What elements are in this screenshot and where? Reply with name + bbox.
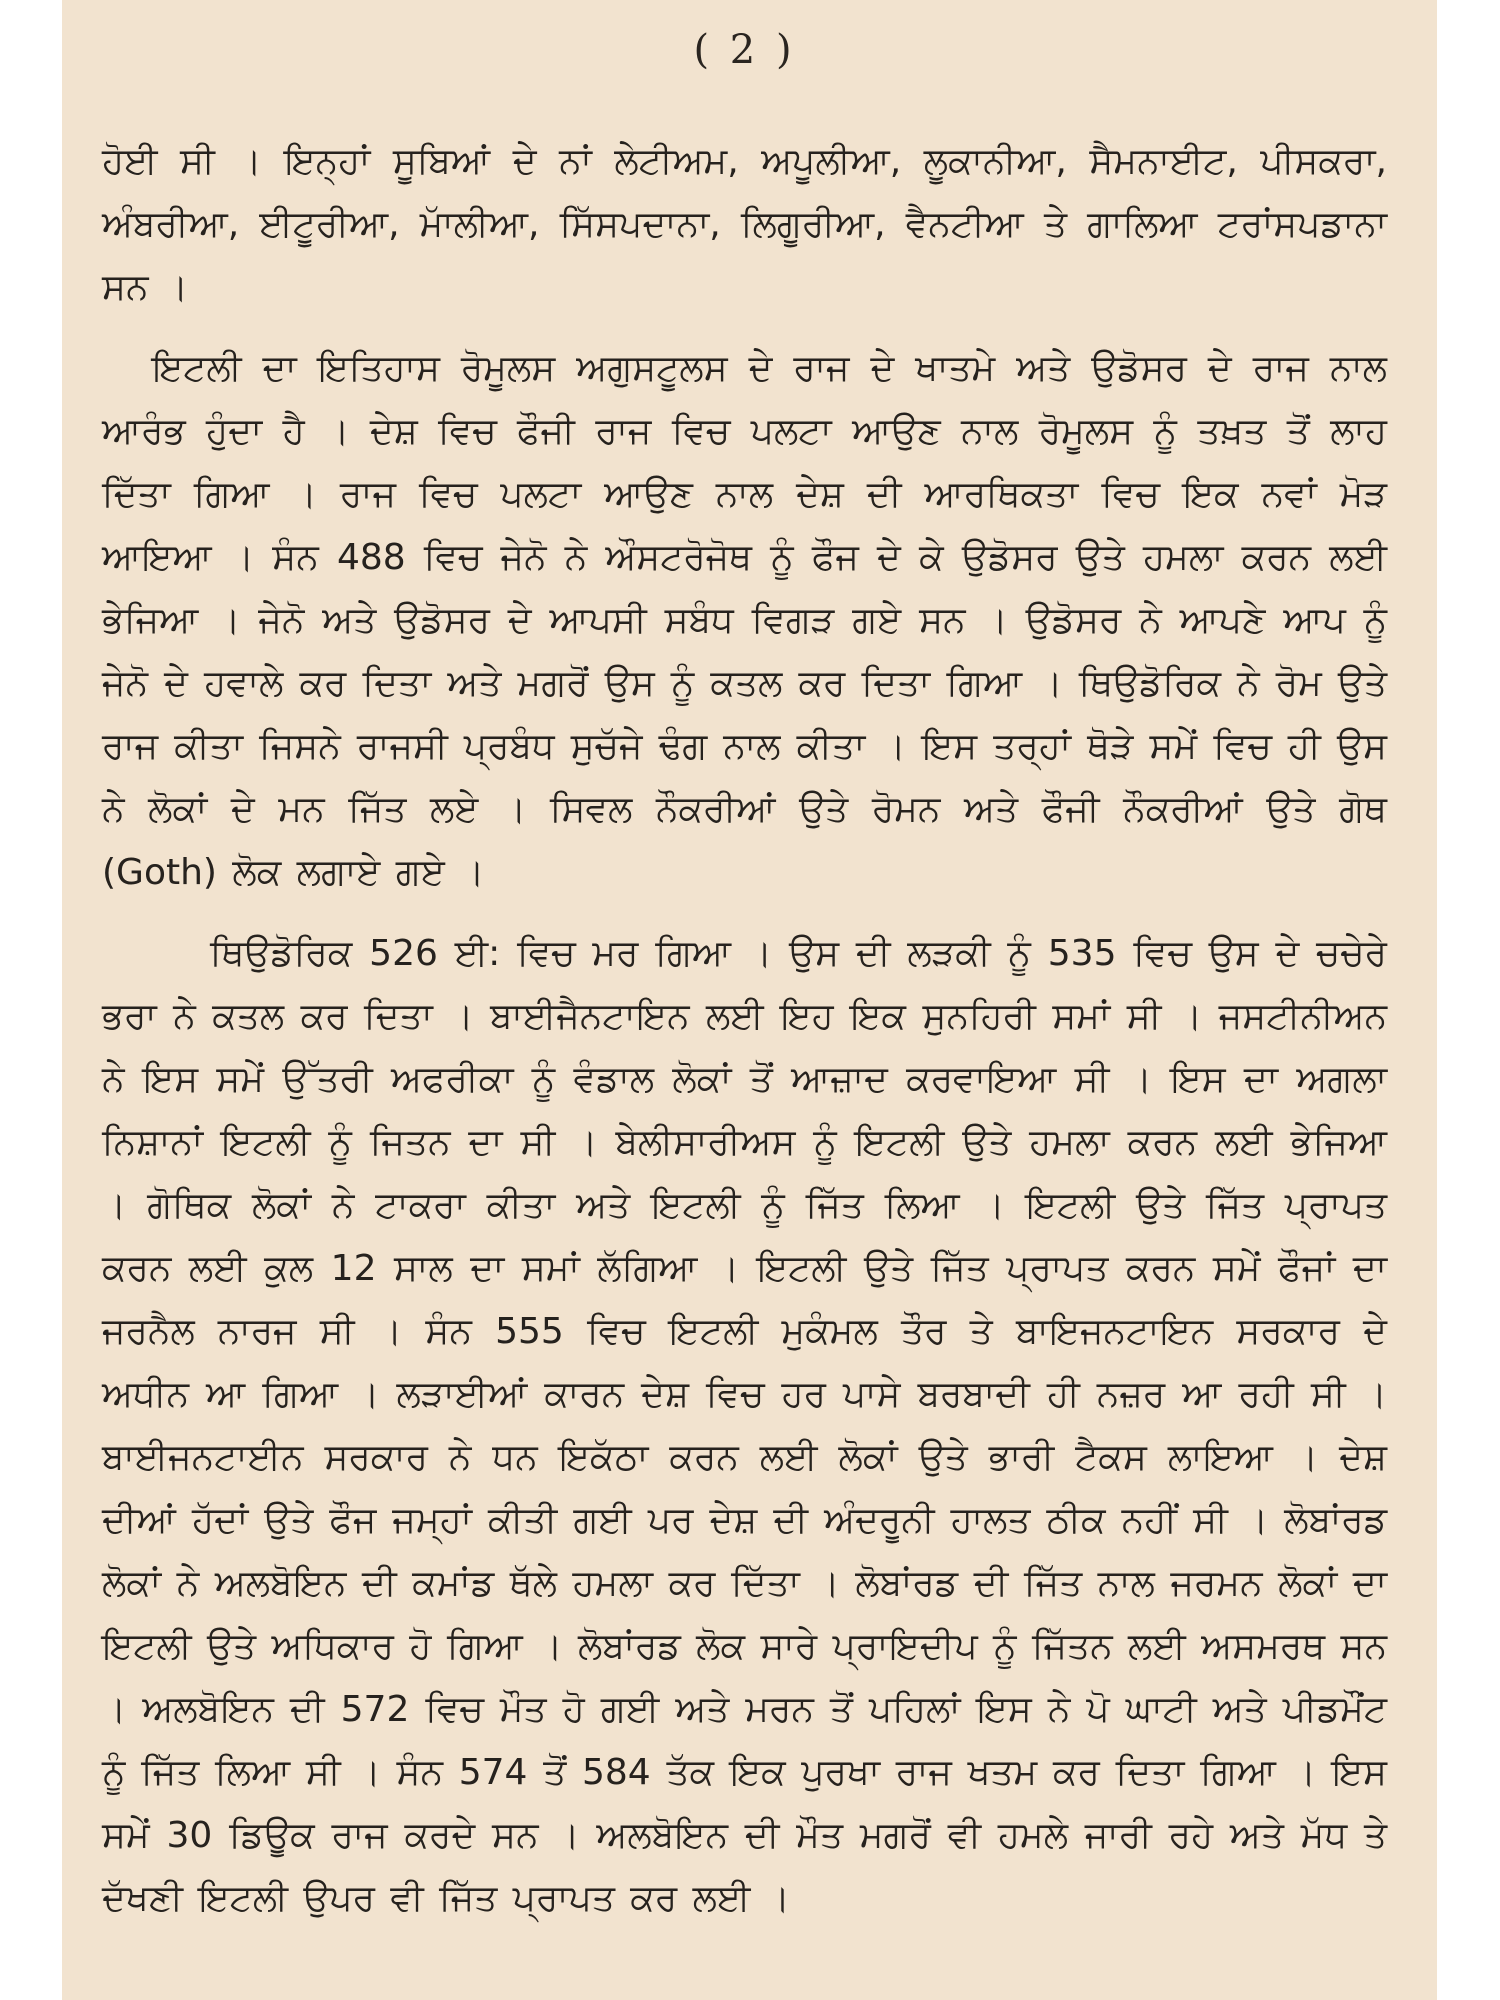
- paragraph-3: ਥਿਉਡੋਰਿਕ 526 ਈ: ਵਿਚ ਮਰ ਗਿਆ । ਉਸ ਦੀ ਲੜਕੀ ਨੂੰ 535 ਵਿਚ ਉਸ ਦੇ ਚਚੇਰੇ ਭਰਾ ਨੇ ਕਤਲ ਕਰ ਦਿਤਾ । ਬਾਈਜੈਨਟਾਇਨ ਲਈ ਇਹ ਇਕ ਸੁਨਹਿਰੀ ਸਮਾਂ ਸੀ । ਜਸਟੀਨੀਅਨ ਨੇ ਇਸ ਸਮੇਂ ਉੱਤਰੀ ਅਫਰੀਕਾ ਨੂੰ ਵੰਡਾਲ ਲੋਕਾਂ ਤੋਂ ਆਜ਼ਾਦ ਕਰਵਾਇਆ ਸੀ । ਇਸ ਦਾ ਅਗਲਾ ਨਿਸ਼ਾਨਾਂ ਇਟਲੀ ਨੂੰ ਜਿਤਨ ਦਾ ਸੀ । ਬੇਲੀਸਾਰੀਅਸ ਨੂੰ ਇਟਲੀ ਉਤੇ ਹਮਲਾ ਕਰਨ ਲਈ ਭੇਜਿਆ । ਗੋਥਿਕ ਲੋਕਾਂ ਨੇ ਟਾਕਰਾ ਕੀਤਾ ਅਤੇ ਇਟਲੀ ਨੂੰ ਜਿੱਤ ਲਿਆ । ਇਟਲੀ ਉਤੇ ਜਿੱਤ ਪ੍ਰਾਪਤ ਕਰਨ ਲਈ ਕੁਲ 12 ਸਾਲ ਦਾ ਸਮਾਂ ਲੱਗਿਆ । ਇਟਲੀ ਉਤੇ ਜਿੱਤ ਪ੍ਰਾਪਤ ਕਰਨ ਸਮੇਂ ਫੌਜਾਂ ਦਾ ਜਰਨੈਲ ਨਾਰਜ ਸੀ । ਸੰਨ 555 ਵਿਚ ਇਟਲੀ ਮੁਕੰਮਲ ਤੌਰ ਤੇ ਬਾਇਜਨਟਾਇਨ ਸਰਕਾਰ ਦੇ ਅਧੀਨ ਆ ਗਿਆ । ਲੜਾਈਆਂ ਕਾਰਨ ਦੇਸ਼ ਵਿਚ ਹਰ ਪਾਸੇ ਬਰਬਾਦੀ ਹੀ ਨਜ਼ਰ ਆ ਰਹੀ ਸੀ । ਬਾਈਜਨਟਾਈਨ ਸਰਕਾਰ ਨੇ ਧਨ ਇਕੱਠਾ ਕਰਨ ਲਈ ਲੋਕਾਂ ਉਤੇ ਭਾਰੀ ਟੈਕਸ ਲਾਇਆ । ਦੇਸ਼ ਦੀਆਂ ਹੱਦਾਂ ਉਤੇ ਫੌਜ ਜਮ੍ਹਾਂ ਕੀਤੀ ਗਈ ਪਰ ਦੇਸ਼ ਦੀ ਅੰਦਰੂਨੀ ਹਾਲਤ ਠੀਕ ਨਹੀਂ ਸੀ । ਲੋਬਾਂਰਡ ਲੋਕਾਂ ਨੇ ਅਲਬੋਇਨ ਦੀ ਕਮਾਂਡ ਥੱਲੇ ਹਮਲਾ ਕਰ ਦਿੱਤਾ । ਲੋਬਾਂਰਡ ਦੀ ਜਿੱਤ ਨਾਲ ਜਰਮਨ ਲੋਕਾਂ ਦਾ ਇਟਲੀ ਉਤੇ ਅਧਿਕਾਰ ਹੋ ਗਿਆ । ਲੋਬਾਂਰਡ ਲੋਕ ਸਾਰੇ ਪ੍ਰਾਇਦੀਪ ਨੂੰ ਜਿੱਤਨ ਲਈ ਅਸਮਰਥ ਸਨ । ਅਲਬੋਇਨ ਦੀ 572 ਵਿਚ ਮੌਤ ਹੋ ਗਈ ਅਤੇ ਮਰਨ ਤੋਂ ਪਹਿਲਾਂ ਇਸ ਨੇ ਪੋ ਘਾਟੀ ਅਤੇ ਪੀਡਮੌਂਟ ਨੂੰ ਜਿੱਤ ਲਿਆ ਸੀ । ਸੰਨ 574 ਤੋਂ 584 ਤੱਕ ਇਕ ਪੁਰਖਾ ਰਾਜ ਖਤਮ ਕਰ ਦਿਤਾ ਗਿਆ । ਇਸ ਸਮੇਂ 30 ਡਿਊਕ ਰਾਜ ਕਰਦੇ ਸਨ । ਅਲਬੋਇਨ ਦੀ ਮੌਤ ਮਗਰੋਂ ਵੀ ਹਮਲੇ ਜਾਰੀ ਰਹੇ ਅਤੇ ਮੱਧ ਤੇ ਦੱਖਣੀ ਇਟਲੀ ਉਪਰ ਵੀ ਜਿੱਤ ਪ੍ਰਾਪਤ ਕਰ ਲਈ ।: [102, 933, 1387, 1919]
- paragraph-1: ਹੋਈ ਸੀ । ਇਨ੍ਹਾਂ ਸੂਬਿਆਂ ਦੇ ਨਾਂ ਲੇਟੀਅਮ, ਅਪੂਲੀਆ, ਲੂਕਾਨੀਆ, ਸੈਮਨਾਈਟ, ਪੀਸਕਰਾ, ਅੰਬਰੀਆ, ਈਟੂਰੀਆ, ਮਾੱਲੀਆ, ਸਿੱਸਪਦਾਨਾ, ਲਿਗੂਰੀਆ, ਵੈਨਟੀਆ ਤੇ ਗਾਲਿਆ ਟਰਾਂਸਪਡਾਨਾ ਸਨ ।: [102, 141, 1387, 308]
- book-page: [62, 0, 1437, 2000]
- page-number: ( 2 ): [693, 27, 796, 73]
- paragraph-2: ਇਟਲੀ ਦਾ ਇਤਿਹਾਸ ਰੋਮੂਲਸ ਅਗੁਸਟੂਲਸ ਦੇ ਰਾਜ ਦੇ ਖਾਤਮੇ ਅਤੇ ਉਡੋਸਰ ਦੇ ਰਾਜ ਨਾਲ ਆਰੰਭ ਹੁੰਦਾ ਹੈ । ਦੇਸ਼ ਵਿਚ ਫੌਜੀ ਰਾਜ ਵਿਚ ਪਲਟਾ ਆਉਣ ਨਾਲ ਰੋਮੂਲਸ ਨੂੰ ਤਖ਼ਤ ਤੋਂ ਲਾਹ ਦਿੱਤਾ ਗਿਆ । ਰਾਜ ਵਿਚ ਪਲਟਾ ਆਉਣ ਨਾਲ ਦੇਸ਼ ਦੀ ਆਰਥਿਕਤਾ ਵਿਚ ਇਕ ਨਵਾਂ ਮੋੜ ਆਇਆ । ਸੰਨ 488 ਵਿਚ ਜੇਨੋ ਨੇ ਔਸਟਰੋਜੋਥ ਨੂੰ ਫੌਜ ਦੇ ਕੇ ਉਡੋਸਰ ਉਤੇ ਹਮਲਾ ਕਰਨ ਲਈ ਭੇਜਿਆ । ਜੇਨੋ ਅਤੇ ਉਡੋਸਰ ਦੇ ਆਪਸੀ ਸਬੰਧ ਵਿਗੜ ਗਏ ਸਨ । ਉਡੋਸਰ ਨੇ ਆਪਣੇ ਆਪ ਨੂੰ ਜੇਨੋ ਦੇ ਹਵਾਲੇ ਕਰ ਦਿਤਾ ਅਤੇ ਮਗਰੋਂ ਉਸ ਨੂੰ ਕਤਲ ਕਰ ਦਿਤਾ ਗਿਆ । ਥਿਉਡੋਰਿਕ ਨੇ ਰੋਮ ਉਤੇ ਰਾਜ ਕੀਤਾ ਜਿਸਨੇ ਰਾਜਸੀ ਪ੍ਰਬੰਧ ਸੁਚੱਜੇ ਢੰਗ ਨਾਲ ਕੀਤਾ । ਇਸ ਤਰ੍ਹਾਂ ਥੋੜੇ ਸਮੇਂ ਵਿਚ ਹੀ ਉਸ ਨੇ ਲੋਕਾਂ ਦੇ ਮਨ ਜਿੱਤ ਲਏ । ਸਿਵਲ ਨੌਕਰੀਆਂ ਉਤੇ ਰੋਮਨ ਅਤੇ ਫੌਜੀ ਨੌਕਰੀਆਂ ਉਤੇ ਗੋਥ (Goth) ਲੋਕ ਲਗਾਏ ਗਏ ।: [102, 348, 1387, 893]
